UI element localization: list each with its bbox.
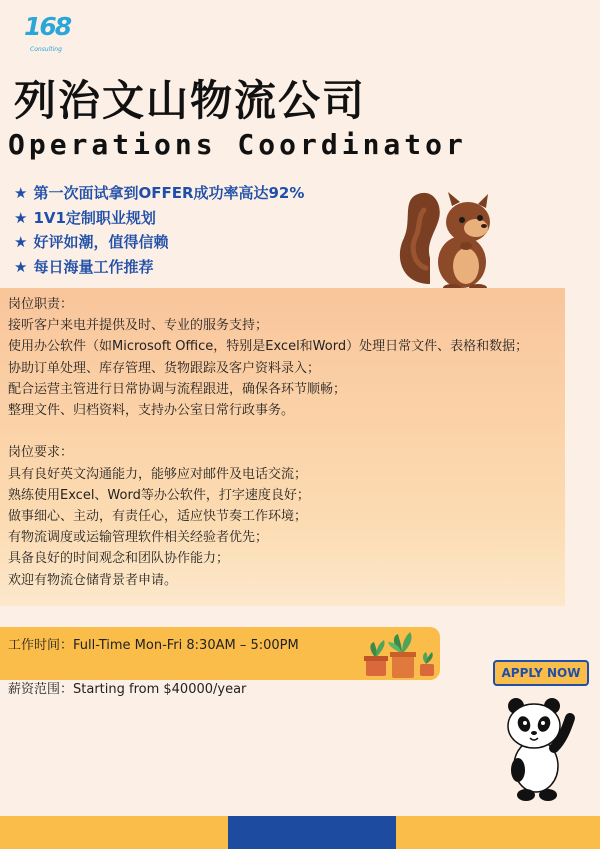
star-icon: ★ [14, 233, 28, 251]
panda-illustration [496, 696, 580, 802]
logo-subtitle: Consulting [30, 46, 62, 53]
highlight-item [14, 230, 304, 255]
highlights-list [14, 181, 304, 279]
highlight-text: 好评如潮，值得信赖 [33, 233, 169, 251]
footer-accent-block [228, 816, 396, 849]
requirement-item: 具有良好英文沟通能力，能够应对邮件及电话交流； [8, 466, 308, 482]
potted-plants-illustration [362, 632, 438, 680]
highlight-item [14, 255, 304, 280]
star-icon: ★ [14, 257, 28, 276]
requirement-item: 熟练使用Excel、Word等办公软件，打字速度良好； [8, 487, 310, 503]
duty-item: 配合运营主管进行日常协调与流程跟进，确保各环节顺畅； [8, 381, 347, 397]
star-icon: ★ [14, 208, 28, 227]
requirement-item: 做事细心、主动，有责任心，适应快节奏工作环境； [8, 509, 308, 525]
highlight-item [14, 206, 304, 231]
job-description [8, 294, 564, 591]
highlight-text: 第一次面试拿到OFFER成功率高达92% [33, 184, 305, 202]
duties-heading: 岗位职责： [8, 297, 74, 312]
section-spacer [8, 421, 564, 442]
requirement-item: 有物流调度或运输管理软件相关经验者优先； [8, 530, 269, 546]
work-hours: 工作时间：Full-Time Mon-Fri 8:30AM – 5:00PM [8, 638, 299, 653]
logo-number: 168 [24, 12, 71, 41]
star-icon: ★ [14, 184, 28, 202]
duty-item: 接听客户来电并提供及时、专业的服务支持； [8, 318, 269, 334]
requirements-heading: 岗位要求： [8, 445, 74, 461]
highlight-text: 1V1定制职业规划 [33, 208, 156, 227]
salary-range: 薪资范围：Starting from $40000/year [8, 682, 247, 697]
requirement-item: 欢迎有物流仓储背景者申请。 [8, 572, 178, 588]
highlight-item [14, 181, 304, 206]
duty-item: 整理文件、归档资料，支持办公室日常行政事务。 [8, 403, 295, 419]
duty-item: 使用办公软件（如Microsoft Office，特别是Excel和Word）处理日常文件、表格和数据； [8, 339, 529, 355]
highlight-text: 每日海量工作推荐 [33, 257, 154, 276]
apply-now-button[interactable]: APPLY NOW [493, 660, 589, 686]
squirrel-illustration [396, 188, 500, 294]
company-name: 列治文山物流公司 [14, 76, 367, 125]
job-title: Operations Coordinator [8, 128, 467, 161]
duty-item: 协助订单处理、库存管理、货物跟踪及客户资料录入； [8, 360, 321, 376]
requirement-item: 具备良好的时间观念和团队协作能力； [8, 551, 230, 567]
company-logo [20, 12, 72, 58]
